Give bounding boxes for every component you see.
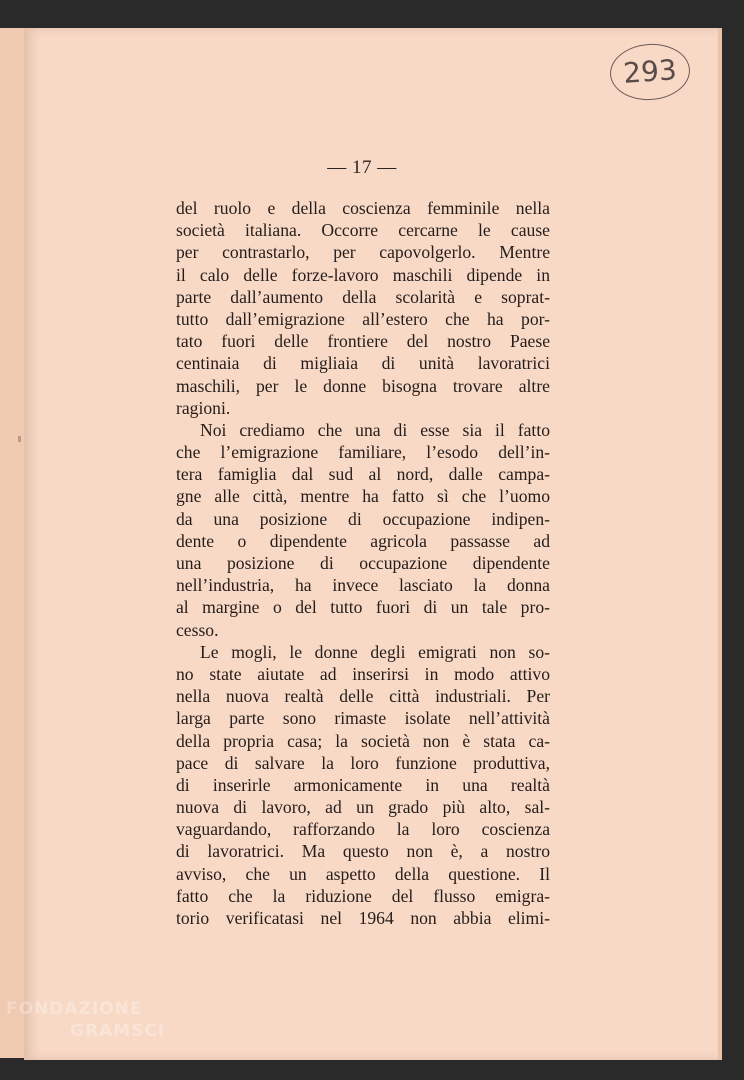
text-line: al margine o del tutto fuori di un tale pro- xyxy=(176,597,550,618)
text-line: pace di salvare la loro funzione produttiva, xyxy=(176,752,550,773)
text-line: avviso, che un aspetto della questione. Il xyxy=(176,863,550,884)
text-line: tutto dall’emigrazione all’estero che ha por- xyxy=(176,308,550,329)
text-line: una posizione di occupazione dipendente xyxy=(176,553,550,573)
paragraph-3 xyxy=(176,641,550,929)
text-line: dente o dipendente agricola passasse ad xyxy=(176,530,550,551)
text-line: per contrastarlo, per capovolgerlo. Mentre xyxy=(176,242,550,263)
facing-page-edge xyxy=(0,28,25,1058)
text-line: tera famiglia dal sud al nord, dalle campa- xyxy=(176,464,550,485)
text-line: che l’emigrazione familiare, l’esodo dell’in- xyxy=(176,442,550,463)
paragraph-1 xyxy=(176,197,550,419)
text-line: nella nuova realtà delle città industriali. Per xyxy=(176,686,550,707)
text-line: il calo delle forze-lavoro maschili dipende in xyxy=(176,264,550,285)
text-line: società italiana. Occorre cercarne le cause xyxy=(176,220,550,241)
text-line: da una posizione di occupazione indipen- xyxy=(176,508,550,529)
margin-mark xyxy=(18,436,21,442)
text-line: del ruolo e della coscienza femminile nella xyxy=(176,198,550,218)
text-line: torio verificatasi nel 1964 non abbia elimi- xyxy=(176,908,550,928)
text-line: fatto che la riduzione del flusso emigra- xyxy=(176,885,550,906)
text-line: Le mogli, le donne degli emigrati non so- xyxy=(200,641,550,662)
text-line: tato fuori delle frontiere del nostro Paese xyxy=(176,331,550,352)
text-line: di lavoratrici. Ma questo non è, a nostro xyxy=(176,841,550,862)
text-line: larga parte sono rimaste isolate nell’attività xyxy=(176,708,550,729)
page-number: — 17 — xyxy=(327,157,397,178)
text-line: cesso. xyxy=(176,619,219,640)
body-text xyxy=(176,197,550,929)
text-line: maschili, per le donne bisogna trovare altre xyxy=(176,375,550,396)
text-line: gne alle città, mentre ha fatto sì che l’uomo xyxy=(176,486,550,507)
text-line: nell’industria, ha invece lasciato la donna xyxy=(176,575,550,596)
text-line: parte dall’aumento della scolarità e soprat- xyxy=(176,286,550,307)
text-line: della propria casa; la società non è stata ca- xyxy=(176,730,550,751)
page-edge xyxy=(718,28,722,1060)
text-line: nuova di lavoro, ad un grado più alto, sal- xyxy=(176,797,550,818)
text-line: Noi crediamo che una di esse sia il fatto xyxy=(200,419,550,440)
text-line: di inserirle armonicamente in una realtà xyxy=(176,774,550,795)
watermark xyxy=(6,998,165,1042)
text-line: no state aiutate ad inserirsi in modo attivo xyxy=(176,663,550,684)
text-line: ragioni. xyxy=(176,397,231,418)
text-line: centinaia di migliaia di unità lavoratrici xyxy=(176,353,550,374)
watermark-line: GRAMSCI xyxy=(70,1021,166,1041)
document-page xyxy=(24,28,720,1060)
text-line: vaguardando, rafforzando la loro coscienza xyxy=(176,819,550,840)
handwritten-number: 293 xyxy=(608,41,692,102)
paragraph-2 xyxy=(176,419,550,641)
watermark-line: FONDAZIONE xyxy=(6,999,143,1019)
